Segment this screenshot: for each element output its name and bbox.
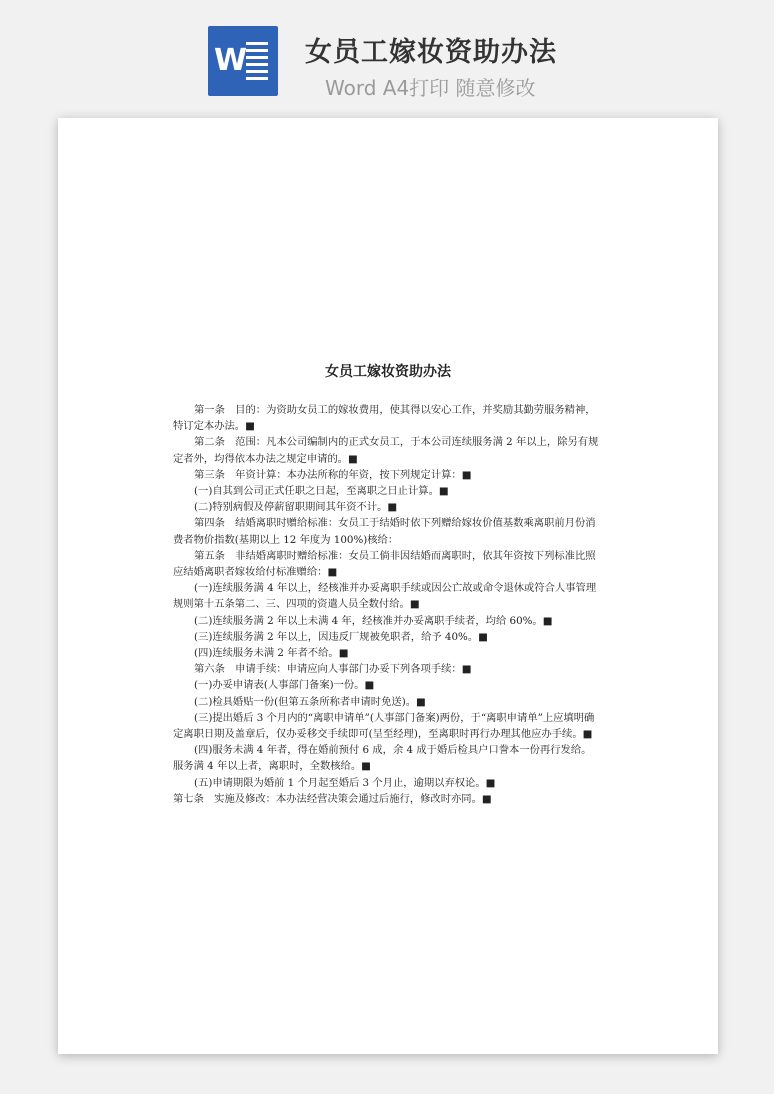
document-title: 女员工嫁妆资助办法 [325, 364, 451, 380]
paragraph-last: 第七条 实施及修改：本办法经营决策会通过后施行，修改时亦同。■ [173, 792, 492, 805]
paragraph: 第一条 目的：为资助女员工的嫁妆费用，使其得以安心工作，并奖励其勤劳服务精神，特订定本办法。■ [173, 404, 596, 433]
word-letter: W [214, 43, 248, 78]
paragraph: (三)提出婚后 3 个月内的“离职申请单”(人事部门备案)两份，于“离职申请单”上应填明确定离职日期及盖章后，仅办妥移交手续即可(呈至经理)，至离职时再行办理其他应办手续。■ [173, 711, 595, 741]
paragraph: 第二条 范围：凡本公司编制内的正式女员工，于本公司连续服务满 2 年以上，除另有规定者外，均得依本办法之规定申请的。■ [173, 436, 599, 465]
paragraph: 第四条 结婚离职时赠给标准：女员工于结婚时依下列赠给嫁妆价值基数乘离职前月份消费者物价指数(基期以上 12 年度为 100%)核给： [173, 517, 596, 546]
header [0, 0, 774, 110]
paragraph: (四)连续服务未满 2 年者不给。■ [194, 647, 349, 660]
paragraph: 第六条 申请手续：申请应向人事部门办妥下列各项手续：■ [194, 663, 472, 676]
document-body [173, 402, 601, 807]
paragraph: (四)服务未满 4 年者，得在婚前预付 6 成，余 4 成于婚后检具户口誊本一份再行发给。服务满 4 年以上者，离职时，全数核给。■ [173, 744, 592, 773]
paragraph: (一)办妥申请表(人事部门备案)一份。■ [194, 679, 375, 692]
paragraph: 第三条 年资计算：本办法所称的年资，按下列规定计算：■ [194, 468, 472, 481]
paragraph: (一)自其到公司正式任职之日起，至离职之日止计算。■ [194, 485, 449, 498]
paragraph: 第五条 非结婚离职时赠给标准：女员工倘非因结婚而离职时，依其年资按下列标准比照应结婚离职者嫁妆给付标准赠给：■ [173, 549, 596, 579]
paragraph: (二)连续服务满 2 年以上未满 4 年，经核准并办妥离职手续者，均给 60%。■ [194, 614, 553, 627]
paragraph: (三)连续服务满 2 年以上，因违反厂规被免职者，给予 40%。■ [194, 630, 488, 643]
document-page [58, 118, 718, 1054]
paragraph: (一)连续服务满 4 年以上，经核准并办妥离职手续或因公亡故或命令退休或符合人事管理规则第十五条第二、三、四项的资遣人员全数付给。■ [173, 582, 597, 611]
paragraph: (五)申请期限为婚前 1 个月起至婚后 3 个月止，逾期以弃权论。■ [194, 776, 496, 789]
paragraph: (二)特别病假及停薪留职期间其年资不计。■ [194, 501, 398, 514]
word-document-icon [208, 26, 278, 96]
header-subtitle: Word A4打印 随意修改 [325, 76, 536, 100]
header-title: 女员工嫁妆资助办法 [305, 37, 557, 68]
paragraph: (二)检具婚贴一份(但第五条所称者申请时免送)。■ [194, 695, 426, 708]
